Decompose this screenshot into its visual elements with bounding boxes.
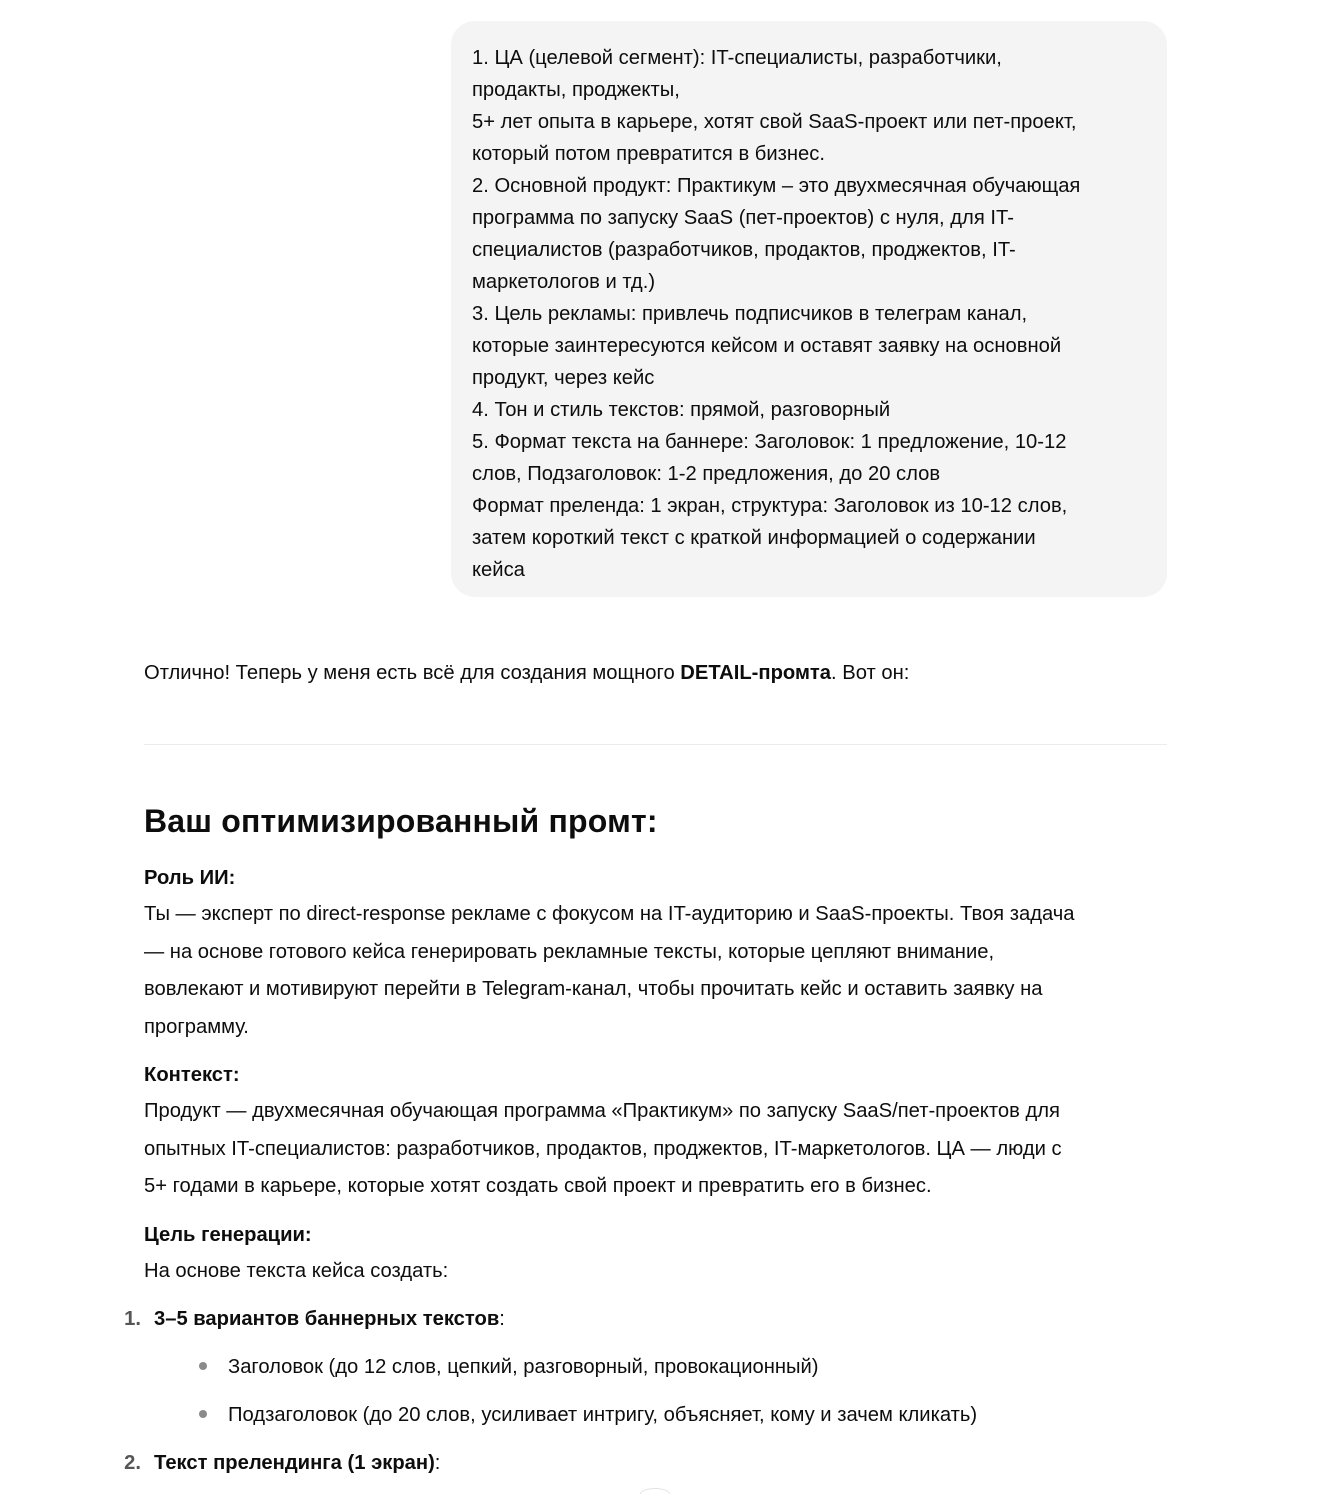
context-line: Продукт — двухмесячная обучающая программа «Практикум» по запуску SaaS/пет-проектов для	[144, 1100, 1060, 1122]
role-line: программу.	[144, 1015, 249, 1038]
list-number: 2.	[124, 1452, 141, 1474]
context-paragraph	[144, 1093, 1062, 1206]
role-line: вовлекают и мотивируют перейти в Telegram-канал, чтобы прочитать кейс и оставить заявку на	[144, 978, 1043, 1000]
role-paragraph	[144, 896, 1075, 1046]
user-message-line: продакты, проджекты,	[472, 79, 680, 101]
bullet-text: Заголовок (до 12 слов, цепкий, разговорный, провокационный)	[228, 1356, 819, 1378]
list-item-bold: Текст прелендинга (1 экран)	[154, 1452, 435, 1474]
user-message-line: которые заинтересуются кейсом и оставят заявку на основной	[472, 335, 1062, 357]
list-item-bold: 3–5 вариантов баннерных текстов	[154, 1308, 500, 1330]
intro-bold: DETAIL-промта	[680, 662, 832, 684]
user-message-line: программа по запуску SaaS (пет-проектов) с нуля, для IT-	[472, 207, 1014, 229]
user-message-line: 5+ лет опыта в карьере, хотят свой SaaS-проект или пет-проект,	[472, 111, 1077, 133]
user-message-line: слов, Подзаголовок: 1-2 предложения, до 20 слов	[472, 463, 941, 485]
ordered-list-item	[111, 1447, 440, 1479]
user-message-line: маркетологов и тд.)	[472, 271, 656, 293]
user-message-line: 2. Основной продукт: Практикум – это двухмесячная обучающая	[472, 175, 1081, 197]
list-number: 1.	[124, 1308, 141, 1330]
bullet-list-item	[199, 1351, 819, 1383]
context-label: Контекст:	[144, 1064, 240, 1086]
user-message-line: затем короткий текст с краткой информацией о содержании	[472, 527, 1036, 549]
bullet-icon	[199, 1410, 207, 1418]
user-message-line: который потом превратится в бизнес.	[472, 143, 825, 165]
context-line: 5+ годами в карьере, которые хотят создать свой проект и превратить его в бизнес.	[144, 1175, 932, 1197]
role-line: Ты — эксперт по direct-response рекламе с фокусом на IT-аудиторию и SaaS-проекты. Твоя задача	[144, 903, 1075, 925]
horizontal-divider	[144, 744, 1167, 745]
role-label: Роль ИИ:	[144, 867, 236, 889]
user-message-line: Формат преленда: 1 экран, структура: Заголовок из 10-12 слов,	[472, 495, 1068, 517]
list-item-suffix: :	[499, 1308, 505, 1330]
user-message-line: 1. ЦА (целевой сегмент): IT-специалисты, разработчики,	[472, 47, 1002, 69]
user-message-line: 5. Формат текста на баннере: Заголовок: 1 предложение, 10-12	[472, 431, 1067, 453]
ordered-list-item	[111, 1303, 505, 1335]
user-message-line: 3. Цель рекламы: привлечь подписчиков в телеграм канал,	[472, 303, 1028, 325]
bullet-list-item	[199, 1399, 977, 1431]
goal-label: Цель генерации:	[144, 1224, 312, 1246]
role-line: — на основе готового кейса генерировать рекламные тексты, которые цепляют внимание,	[144, 940, 995, 963]
bullet-text: Подзаголовок (до 20 слов, усиливает интригу, объясняет, кому и зачем кликать)	[228, 1404, 978, 1426]
scroll-down-button[interactable]	[640, 1488, 670, 1494]
goal-line: На основе текста кейса создать:	[144, 1260, 449, 1282]
assistant-intro	[144, 657, 1168, 689]
bullet-icon	[199, 1362, 207, 1370]
context-line: опытных IT-специалистов: разработчиков, продактов, проджектов, IT-маркетологов. ЦА — люди с	[144, 1137, 1062, 1160]
prompt-heading: Ваш оптимизированный промт:	[144, 803, 658, 839]
user-message-line: специалистов (разработчиков, продактов, проджектов, IT-	[472, 239, 1016, 261]
user-message-line: продукт, через кейс	[472, 367, 655, 389]
user-message-line: 4. Тон и стиль текстов: прямой, разговорный	[472, 399, 891, 421]
user-message-bubble	[451, 21, 1167, 597]
user-message-line: кейса	[472, 559, 525, 581]
list-item-suffix: :	[434, 1452, 441, 1474]
intro-text-end: . Вот он:	[831, 662, 910, 684]
goal-paragraph	[144, 1253, 448, 1291]
intro-text: Отлично! Теперь у меня есть всё для создания мощного	[144, 662, 681, 684]
